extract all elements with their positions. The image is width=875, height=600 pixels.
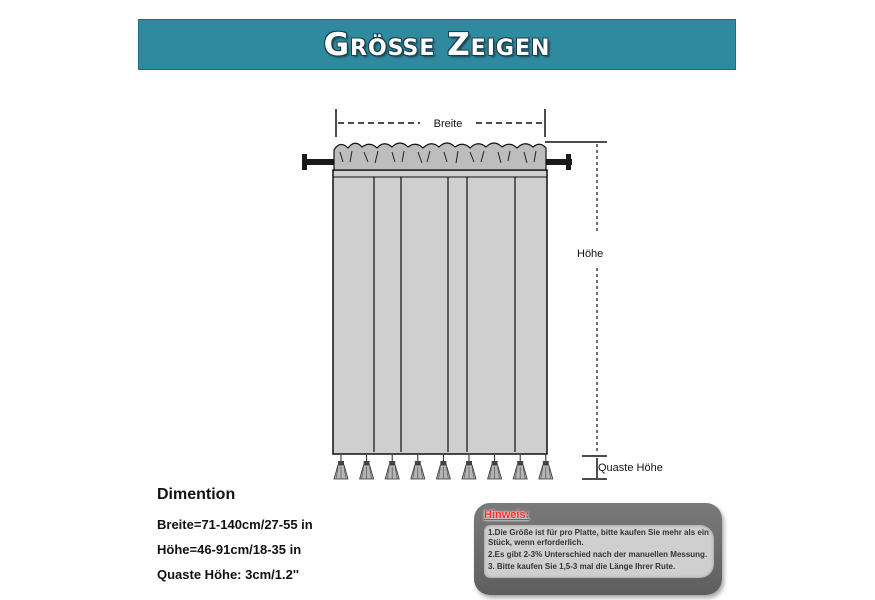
notice-title: Hinweis:	[484, 509, 530, 521]
tassel	[436, 455, 450, 479]
height-label: Höhe	[577, 248, 604, 260]
height-dimension	[545, 142, 663, 479]
tassel-height-label: Quaste Höhe	[598, 462, 663, 474]
notice-item: 1.Die Größe ist für pro Platte, bitte kaufen Sie mehr als ein Stück, wenn erforderlich.	[488, 528, 709, 547]
dimension-width: Breite=71-140cm/27-55 in	[157, 517, 313, 532]
curtain-panel	[333, 143, 547, 454]
tassel	[539, 455, 553, 479]
tassel	[513, 455, 527, 479]
notice-box	[474, 503, 722, 595]
tassel	[488, 455, 502, 479]
tassel	[462, 455, 476, 479]
notice-item: 3. Bitte kaufen Sie 1,5-3 mal die Länge Ihrer Rute.	[488, 562, 676, 571]
dimension-height: Höhe=46-91cm/18-35 in	[157, 542, 302, 557]
banner-title: Größe Zeigen	[323, 26, 551, 63]
tassel-row	[334, 455, 553, 479]
tassel	[385, 455, 399, 479]
width-dimension	[336, 109, 545, 137]
tassel	[360, 455, 374, 479]
dimension-info	[157, 486, 313, 592]
tassel	[334, 455, 348, 479]
dimension-tassel: Quaste Höhe: 3cm/1.2''	[157, 567, 300, 582]
notice-list	[484, 525, 714, 578]
width-label: Breite	[433, 118, 463, 130]
dimension-title: Dimention	[157, 486, 236, 503]
tassel	[411, 455, 425, 479]
notice-item: 2.Es gibt 2-3% Unterschied nach der manuellen Messung.	[488, 550, 708, 559]
